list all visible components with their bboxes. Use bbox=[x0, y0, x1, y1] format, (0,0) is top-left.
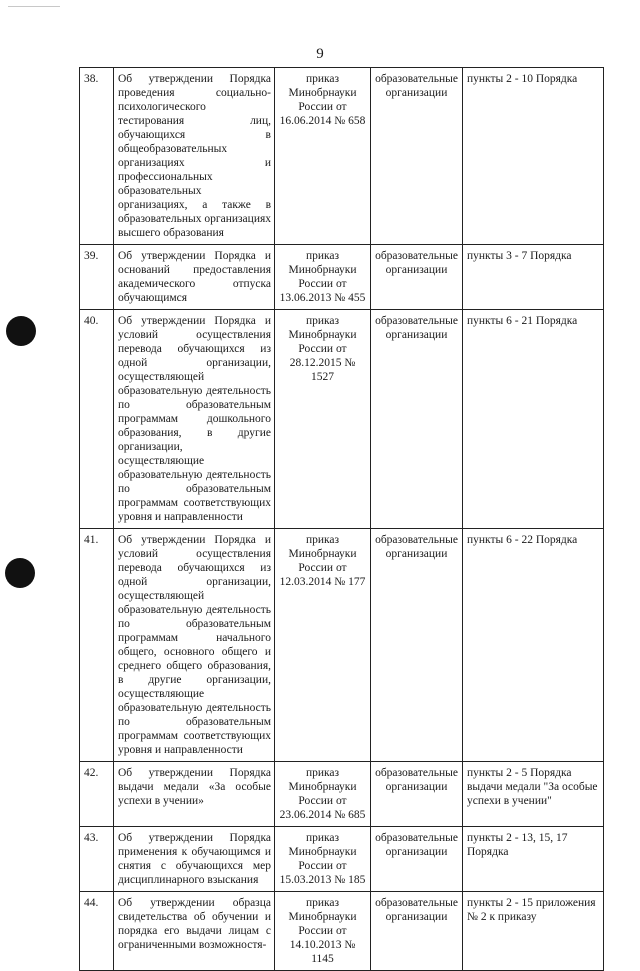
punch-hole-mark bbox=[6, 316, 36, 346]
table-row bbox=[80, 762, 604, 827]
table-row bbox=[80, 827, 604, 892]
regulation-title: Об утверждении Порядка проведения социально-психологического тестирования лиц, обучающихся в общеобразовательных организациях и профессиональных образовательных организациях, а также в образовательных организациях высшего образования bbox=[114, 68, 275, 245]
applicability-scope: образовательные организации bbox=[371, 892, 463, 971]
table-row bbox=[80, 245, 604, 310]
regulation-title: Об утверждении Порядка и оснований предоставления академического отпуска обучающимся bbox=[114, 245, 275, 310]
table-row bbox=[80, 529, 604, 762]
order-reference: приказ Минобрнауки России от 12.03.2014 № 177 bbox=[275, 529, 371, 762]
regulation-title: Об утверждении Порядка применения к обучающимся и снятия с обучающихся мер дисциплинарного взыскания bbox=[114, 827, 275, 892]
table-row bbox=[80, 892, 604, 971]
table-row bbox=[80, 310, 604, 529]
applicability-scope: образовательные организации bbox=[371, 310, 463, 529]
applicable-items: пункты 6 - 22 Порядка bbox=[463, 529, 604, 762]
applicable-items: пункты 2 - 15 приложения № 2 к приказу bbox=[463, 892, 604, 971]
applicability-scope: образовательные организации bbox=[371, 529, 463, 762]
order-reference: приказ Минобрнауки России от 16.06.2014 № 658 bbox=[275, 68, 371, 245]
regulation-title: Об утверждении Порядка и условий осуществления перевода обучающихся из одной организации, осуществляющей образовательную деятельность по образовательным программам дошкольного образования, в другие организации, осуществляющие образовательную деятельность по образовательным программам соответствующих уровня и направленности bbox=[114, 310, 275, 529]
row-number: 38. bbox=[80, 68, 114, 245]
applicable-items: пункты 2 - 5 Порядка выдачи медали "За особые успехи в учении" bbox=[463, 762, 604, 827]
applicability-scope: образовательные организации bbox=[371, 68, 463, 245]
applicable-items: пункты 3 - 7 Порядка bbox=[463, 245, 604, 310]
scan-artifact-line bbox=[8, 6, 60, 7]
row-number: 44. bbox=[80, 892, 114, 971]
row-number: 41. bbox=[80, 529, 114, 762]
applicable-items: пункты 2 - 10 Порядка bbox=[463, 68, 604, 245]
punch-hole-mark bbox=[5, 558, 35, 588]
applicable-items: пункты 2 - 13, 15, 17 Порядка bbox=[463, 827, 604, 892]
row-number: 42. bbox=[80, 762, 114, 827]
table-row bbox=[80, 68, 604, 245]
applicability-scope: образовательные организации bbox=[371, 827, 463, 892]
regulation-title: Об утверждении образца свидетельства об обучении и порядка его выдачи лицам с ограниченными возможностя- bbox=[114, 892, 275, 971]
order-reference: приказ Минобрнауки России от 14.10.2013 № 1145 bbox=[275, 892, 371, 971]
row-number: 40. bbox=[80, 310, 114, 529]
applicable-items: пункты 6 - 21 Порядка bbox=[463, 310, 604, 529]
order-reference: приказ Минобрнауки России от 15.03.2013 № 185 bbox=[275, 827, 371, 892]
page-number: 9 bbox=[316, 46, 324, 62]
order-reference: приказ Минобрнауки России от 13.06.2013 № 455 bbox=[275, 245, 371, 310]
applicability-scope: образовательные организации bbox=[371, 762, 463, 827]
regulation-title: Об утверждении Порядка и условий осуществления перевода обучающихся из одной организации, осуществляющей образовательную деятельность по образовательным программам начального общего, основного общего и среднего общего образования, в другие организации, осуществляющие образовательную деятельность по образовательным программам соответствующих уровня и направленности bbox=[114, 529, 275, 762]
applicability-scope: образовательные организации bbox=[371, 245, 463, 310]
row-number: 43. bbox=[80, 827, 114, 892]
regulation-title: Об утверждении Порядка выдачи медали «За особые успехи в учении» bbox=[114, 762, 275, 827]
order-reference: приказ Минобрнауки России от 23.06.2014 № 685 bbox=[275, 762, 371, 827]
row-number: 39. bbox=[80, 245, 114, 310]
regulations-table bbox=[79, 67, 604, 971]
order-reference: приказ Минобрнауки России от 28.12.2015 № 1527 bbox=[275, 310, 371, 529]
